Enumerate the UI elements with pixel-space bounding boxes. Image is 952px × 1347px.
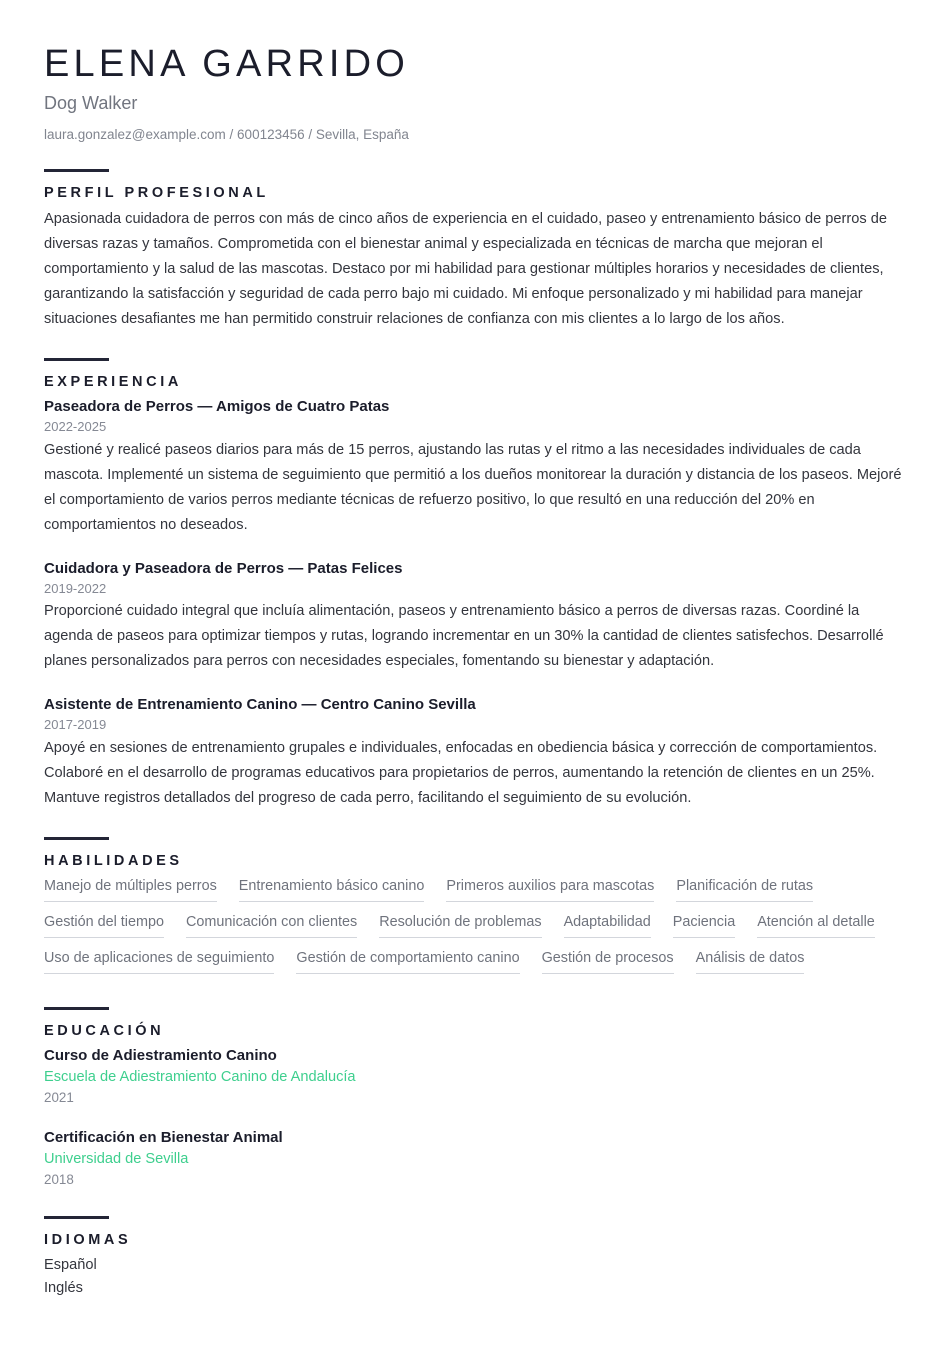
section-title-skills: HABILIDADES (44, 852, 183, 869)
experience-item (44, 694, 908, 811)
skill-item: Uso de aplicaciones de seguimiento (44, 947, 274, 974)
job-title: Paseadora de Perros — Amigos de Cuatro Patas (44, 398, 390, 416)
education-school: Escuela de Adiestramiento Canino de Andalucía (44, 1068, 356, 1085)
job-description: Proporcioné cuidado integral que incluía alimentación, paseos y entrenamiento básico a perros de diversas razas. Coordiné la agenda de paseos para optimizar tiempos y rutas, logrando incrementar en un 30% la cantidad de clientes satisfechos. Desarrollé planes personalizados para perros con necesidades especiales, fomentando su bienestar y adaptación. (44, 603, 884, 670)
contact-line: laura.gonzalez@example.com / 600123456 / Sevilla, España (44, 126, 409, 142)
job-dates: 2019-2022 (44, 580, 107, 596)
resume-header (44, 44, 908, 143)
candidate-role: Dog Walker (44, 93, 138, 114)
education-item (44, 1127, 908, 1190)
section-rule (44, 358, 109, 361)
section-experience (44, 358, 908, 811)
job-description: Apoyé en sesiones de entrenamiento grupales e individuales, enfocadas en obediencia básica y corrección de comportamientos. Colaboré en el desarrollo de programas educativos para propietarios de perros, aumentando la retención de clientes en un 25%. Mantuve registros detallados del progreso de cada perro, facilitando el seguimiento de su evolución. (44, 739, 878, 806)
section-title-experience: EXPERIENCIA (44, 374, 182, 391)
education-item (44, 1045, 908, 1108)
education-degree: Curso de Adiestramiento Canino (44, 1046, 277, 1064)
skill-item: Adaptabilidad (564, 911, 651, 938)
section-title-languages: IDIOMAS (44, 1231, 132, 1248)
education-school: Universidad de Sevilla (44, 1150, 189, 1167)
section-rule (44, 1007, 109, 1010)
language-item: Español (44, 1256, 97, 1273)
section-rule (44, 1216, 109, 1219)
section-languages (44, 1216, 908, 1300)
skill-item: Manejo de múltiples perros (44, 875, 217, 902)
education-year: 2018 (44, 1171, 74, 1187)
education-degree: Certificación en Bienestar Animal (44, 1128, 283, 1146)
skill-item: Paciencia (673, 911, 735, 938)
job-description: Gestioné y realicé paseos diarios para más de 15 perros, ajustando las rutas y el ritmo a las necesidades individuales de cada mascota. Implementé un sistema de seguimiento que permitió a los dueños monitorear la duración y distancia de los paseos. Mejoré el comportamiento de varios perros mediante técnicas de refuerzo positivo, lo que resultó en una reducción del 20% en comportamientos no deseados. (44, 441, 902, 533)
experience-item (44, 558, 908, 675)
experience-item (44, 396, 908, 538)
skill-item: Atención al detalle (757, 911, 875, 938)
section-profile (44, 169, 908, 332)
job-title: Cuidadora y Paseadora de Perros — Patas Felices (44, 559, 403, 577)
candidate-name: ELENA GARRIDO (44, 43, 410, 85)
section-education (44, 1007, 908, 1190)
skill-item: Planificación de rutas (676, 875, 813, 902)
section-title-profile: PERFIL PROFESIONAL (44, 185, 269, 202)
skill-item: Gestión del tiempo (44, 911, 164, 938)
job-dates: 2022-2025 (44, 418, 107, 434)
section-rule (44, 169, 109, 172)
skill-item: Primeros auxilios para mascotas (446, 875, 654, 902)
section-title-education: EDUCACIÓN (44, 1022, 165, 1039)
skill-item: Resolución de problemas (379, 911, 541, 938)
job-dates: 2017-2019 (44, 717, 107, 733)
skill-item: Gestión de comportamiento canino (296, 947, 519, 974)
section-skills (44, 837, 908, 983)
skill-item: Gestión de procesos (542, 947, 674, 974)
skill-item: Comunicación con clientes (186, 911, 357, 938)
section-rule (44, 837, 109, 840)
skill-item: Análisis de datos (696, 947, 805, 974)
language-item: Inglés (44, 1279, 83, 1296)
skills-list (44, 875, 908, 983)
languages-list (44, 1254, 908, 1300)
education-year: 2021 (44, 1089, 74, 1105)
job-title: Asistente de Entrenamiento Canino — Centro Canino Sevilla (44, 696, 476, 714)
skill-item: Entrenamiento básico canino (239, 875, 425, 902)
profile-text: Apasionada cuidadora de perros con más de cinco años de experiencia en el cuidado, paseo y entrenamiento básico de perros de diversas razas y tamaños. Comprometida con el bienestar animal y especializada en técnicas de marcha que mejoran el comportamiento y la salud de las mascotas. Destaco por mi habilidad para gestionar múltiples horarios y necesidades de clientes, garantizando la satisfacción y seguridad de cada perro bajo mi cuidado. Mi enfoque personalizado y mi habilidad para manejar situaciones desafiantes me han permitido construir relaciones de confianza con mis clientes a lo largo de los años. (44, 211, 887, 328)
